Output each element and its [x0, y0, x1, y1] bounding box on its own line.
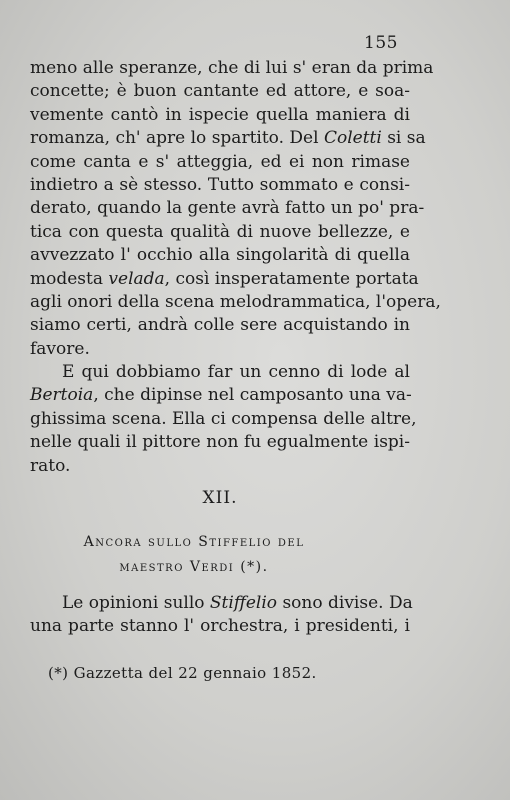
- chapter-heading: [44, 530, 344, 580]
- text-segment: romanza, ch' apre lo spartito. Del: [30, 128, 324, 149]
- text-line-with-name-coletti: [30, 127, 426, 150]
- text-line: indietro a sè stesso. Tutto sommato e consi-: [30, 174, 410, 195]
- footnote: (*) Gazzetta del 22 gennaio 1852.: [48, 664, 317, 682]
- text-line: favore.: [30, 338, 90, 359]
- text-segment: sono divise. Da: [277, 593, 413, 613]
- text-line: meno alle speranze, che di lui s' eran da prima: [30, 58, 434, 78]
- word-velada: velada: [108, 268, 165, 289]
- text-line: derato, quando la gente avrà fatto un po' pra-: [30, 198, 425, 219]
- page-number: 155: [364, 33, 398, 53]
- text-segment: Le opinioni sullo: [62, 593, 210, 613]
- text-line: rato.: [30, 455, 71, 476]
- heading-line-1: Ancora sullo Stiffelio del: [83, 534, 305, 550]
- text-line: tica con questa qualità di nuove bellezze, e: [30, 221, 410, 242]
- text-line: concette; è buon cantante ed attore, e soa-: [30, 81, 410, 102]
- text-line: una parte stanno l' orchestra, i presidenti, i: [30, 616, 410, 637]
- text-line: avvezzato l' occhio alla singolarità di quella: [30, 245, 410, 266]
- text-line-with-velada: [30, 268, 419, 291]
- paragraph-1: [30, 57, 441, 478]
- text-segment: modesta: [30, 268, 109, 289]
- heading-line-2: maestro Verdi (*).: [119, 559, 269, 575]
- text-line: nelle quali il pittore non fu egualmente ispi-: [30, 432, 410, 453]
- text-line: come canta e s' atteggia, ed ei non rimase: [30, 151, 410, 172]
- text-line: E qui dobbiamo far un cenno di lode al: [62, 362, 410, 383]
- title-stiffelio: Stiffelio: [209, 593, 278, 613]
- text-line: ghissima scena. Ella ci compensa delle altre,: [30, 408, 417, 429]
- chapter-number: XII.: [202, 488, 238, 508]
- text-segment: , così insperatamente portata: [164, 268, 419, 289]
- text-segment: si sa: [381, 128, 426, 149]
- text-line: agli onori della scena melodrammatica, l'opera,: [30, 291, 441, 312]
- text-line-with-stiffelio: [30, 592, 413, 615]
- text-line: siamo certi, andrà colle sere acquistando in: [30, 315, 410, 336]
- text-segment: , che dipinse nel camposanto una va-: [93, 385, 412, 406]
- paragraph-3: [30, 592, 413, 639]
- text-line: vemente cantò in ispecie quella maniera di: [30, 104, 410, 125]
- text-line-with-name-bertoia: [30, 384, 410, 407]
- name-bertoia: Bertoia: [30, 385, 94, 406]
- name-coletti: Coletti: [323, 128, 382, 149]
